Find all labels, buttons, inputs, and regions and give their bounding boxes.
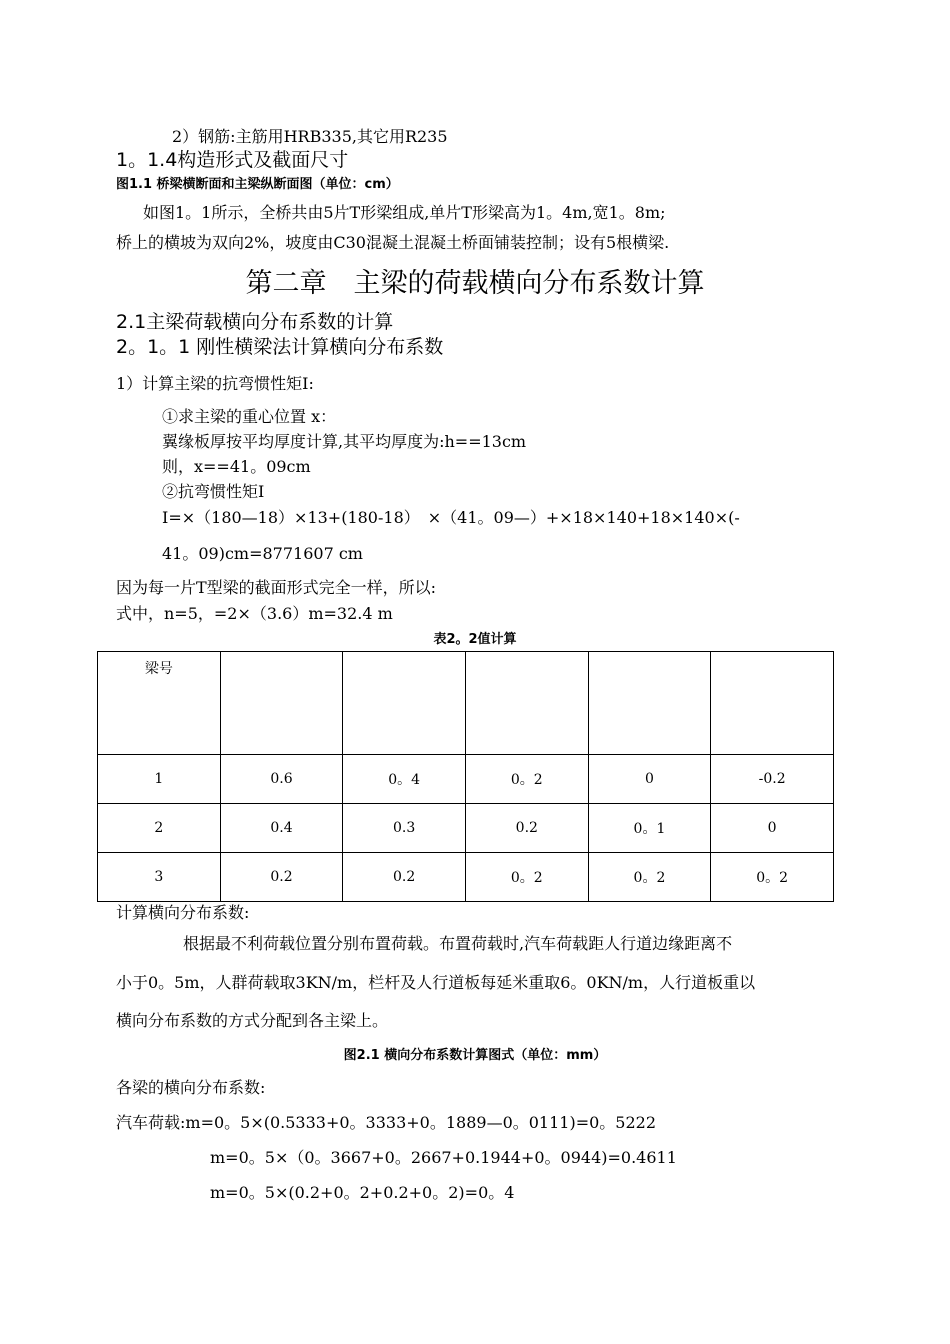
table-cell: 0.2 [220,853,343,902]
paragraph-line: 如图1。1所示，全桥共由5片T形梁组成,单片T形梁高为1。4m,宽1。8m; [143,203,666,222]
table-cell: 3 [98,853,221,902]
table-caption: 表2。2值计算 [433,632,517,647]
vehicle-load-line: m=0。5×（0。3667+0。2667+0.1944+0。0944)=0.4611 [210,1148,677,1167]
table-cell: 0.2 [465,804,588,853]
table-cell: 0 [588,755,711,804]
vehicle-load-line: 汽车荷载:m=0。5×(0.5333+0。3333+0。1889—0。0111)=0。5222 [116,1113,657,1132]
subsection-heading-2-1-1: 2。1。1 刚性横梁法计算横向分布系数 [116,336,444,358]
table-header-cell [711,652,834,755]
table-cell: 0.2 [343,853,466,902]
paragraph-line: 小于0。5m，人群荷载取3KN/m，栏杆及人行道板每延米重取6。0KN/m，人行道板重以 [116,973,756,992]
flange-thickness-line: 翼缘板厚按平均厚度计算,其平均厚度为:h==13cm [162,432,527,451]
table-cell: 1 [98,755,221,804]
table-cell: 0。2 [465,853,588,902]
figure-caption-2-1: 图2.1 横向分布系数计算图式（单位：mm） [343,1048,607,1063]
paragraph-line: 根据最不利荷载位置分别布置荷载。布置荷载时,汽车荷载距人行道边缘距离不 [183,934,733,953]
table-cell: 0 [711,804,834,853]
table-cell: -0.2 [711,755,834,804]
table-cell: 0.4 [220,804,343,853]
inertia-title: ②抗弯惯性矩I [162,482,265,501]
coefficient-table [97,651,834,902]
table-header-cell [343,652,466,755]
table-header-cell [588,652,711,755]
where-line: 式中，n=5，=2×（3.6）m=32.4 m [116,604,393,623]
table-cell: 0.6 [220,755,343,804]
step-1-line: 1）计算主梁的抗弯惯性矩I: [116,374,314,393]
table-cell: 0。1 [588,804,711,853]
table-header-cell [465,652,588,755]
table-cell: 0。4 [343,755,466,804]
table-header-cell: 梁号 [98,652,221,755]
steel-material-line: 2）钢筋:主筋用HRB335,其它用R235 [172,127,448,146]
centroid-title: ①求主梁的重心位置 x： [162,407,337,426]
inertia-formula-line: I=×（180—18）×13+(180-18） ×（41。09—）+×18×140+18×140×(- [162,508,740,527]
centroid-value-line: 则，x==41。09cm [162,457,311,476]
table-row [98,853,834,902]
table-cell: 2 [98,804,221,853]
table-cell: 0。2 [711,853,834,902]
table-cell: 0。2 [465,755,588,804]
paragraph-line: 桥上的横坡为双向2%，坡度由C30混凝土混凝土桥面铺装控制；设有5根横梁. [116,233,670,252]
inertia-formula-line: 41。09)cm=8771607 cm [162,544,363,563]
table-cell: 0。2 [588,853,711,902]
table-row [98,755,834,804]
distribution-title: 计算横向分布系数: [116,903,250,922]
paragraph-line: 横向分布系数的方式分配到各主梁上。 [116,1011,389,1030]
figure-caption-1-1: 图1.1 桥梁横断面和主梁纵断面图（单位：cm） [116,177,399,192]
section-heading-2-1: 2.1主梁荷载横向分布系数的计算 [116,311,394,333]
table-cell: 0.3 [343,804,466,853]
table-row [98,804,834,853]
table-header-row [98,652,834,755]
each-beam-line: 各梁的横向分布系数: [116,1078,266,1097]
table-header-cell [220,652,343,755]
chapter-title: 第二章 主梁的荷载横向分布系数计算 [245,268,705,299]
section-heading-1-1-4: 1。1.4构造形式及截面尺寸 [116,149,349,171]
same-section-line: 因为每一片T型梁的截面形式完全一样，所以: [116,578,437,597]
vehicle-load-line: m=0。5×(0.2+0。2+0.2+0。2)=0。4 [210,1183,515,1202]
